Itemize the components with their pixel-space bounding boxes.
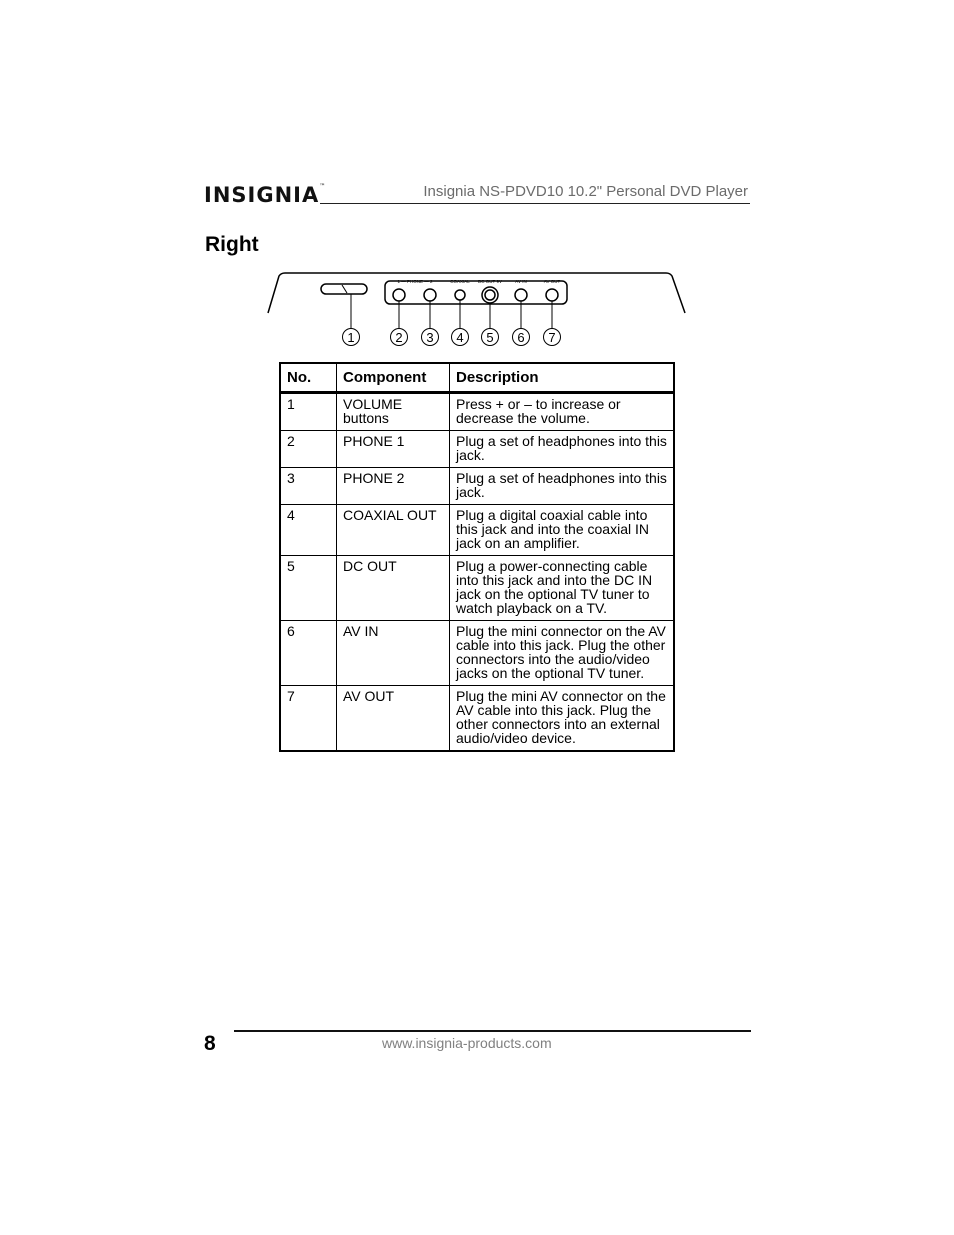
jack-label-dc-out: DC OUT 9V bbox=[478, 279, 502, 284]
jack-coaxial-out bbox=[455, 290, 465, 300]
jack-label-av-in: AV IN bbox=[515, 279, 527, 284]
jack-label-phone: 1 — PHONE — 2 bbox=[397, 279, 433, 284]
footer-url[interactable]: www.insignia-products.com bbox=[382, 1035, 552, 1051]
table-row bbox=[280, 621, 674, 686]
callout-5: 5 bbox=[486, 330, 494, 345]
callout-6: 6 bbox=[517, 330, 525, 345]
cell-component: PHONE 1 bbox=[337, 431, 450, 468]
callout-4: 4 bbox=[456, 330, 464, 345]
volume-rocker-divider bbox=[342, 285, 347, 293]
header-component: Component bbox=[337, 363, 450, 393]
table-row bbox=[280, 431, 674, 468]
table-row bbox=[280, 468, 674, 505]
section-heading: Right bbox=[205, 233, 259, 256]
right-side-panel-diagram bbox=[262, 265, 692, 355]
table-row bbox=[280, 556, 674, 621]
cell-description: Plug a set of headphones into this jack. bbox=[450, 468, 675, 505]
cell-no: 2 bbox=[280, 431, 337, 468]
callout-7: 7 bbox=[548, 330, 556, 345]
cell-component: DC OUT bbox=[337, 556, 450, 621]
cell-description: Plug a digital coaxial cable into this jack and into the coaxial IN jack on an amplifier. bbox=[450, 505, 675, 556]
cell-no: 6 bbox=[280, 621, 337, 686]
header-no: No. bbox=[280, 363, 337, 393]
page-number: 8 bbox=[204, 1032, 216, 1055]
callout-2: 2 bbox=[395, 330, 403, 345]
cell-component: VOLUME buttons bbox=[337, 393, 450, 431]
jack-label-coaxial: COAXIAL bbox=[450, 279, 470, 284]
cell-no: 3 bbox=[280, 468, 337, 505]
cell-description: Plug a power-connecting cable into this jack and into the DC IN jack on the optional TV tuner to watch playback on a TV. bbox=[450, 556, 675, 621]
cell-component: COAXIAL OUT bbox=[337, 505, 450, 556]
jack-phone-1 bbox=[393, 289, 405, 301]
leader-lines bbox=[351, 294, 552, 329]
jack-label-av-out: AV OUT bbox=[543, 279, 561, 284]
jack-dc-out-inner bbox=[485, 290, 495, 300]
jack-panel bbox=[385, 281, 567, 304]
table-row bbox=[280, 505, 674, 556]
table-row bbox=[280, 686, 674, 752]
cell-no: 1 bbox=[280, 393, 337, 431]
table-row bbox=[280, 393, 674, 431]
table-header-row bbox=[280, 363, 674, 393]
jack-phone-2 bbox=[424, 289, 436, 301]
cell-description: Plug the mini connector on the AV cable into this jack. Plug the other connectors into the audio/video jacks on the optional TV tuner. bbox=[450, 621, 675, 686]
insignia-logo bbox=[204, 183, 326, 207]
cell-component: AV IN bbox=[337, 621, 450, 686]
trademark-symbol: ™ bbox=[319, 183, 327, 190]
device-body-outline bbox=[268, 273, 685, 313]
header-description: Description bbox=[450, 363, 675, 393]
cell-no: 7 bbox=[280, 686, 337, 752]
jack-av-in bbox=[515, 289, 527, 301]
footer-divider bbox=[234, 1030, 751, 1032]
cell-no: 5 bbox=[280, 556, 337, 621]
cell-component: AV OUT bbox=[337, 686, 450, 752]
callout-3: 3 bbox=[426, 330, 434, 345]
component-table bbox=[279, 362, 675, 752]
header-divider bbox=[320, 203, 750, 204]
document-title: Insignia NS-PDVD10 10.2" Personal DVD Player bbox=[423, 183, 748, 200]
callout-1: 1 bbox=[347, 330, 355, 345]
logo-text: INSIGNIA bbox=[204, 183, 320, 207]
cell-description: Plug a set of headphones into this jack. bbox=[450, 431, 675, 468]
cell-description: Press + or – to increase or decrease the volume. bbox=[456, 396, 621, 426]
jack-av-out bbox=[546, 289, 558, 301]
cell-description: Plug the mini AV connector on the AV cable into this jack. Plug the other connectors into an external audio/video device. bbox=[450, 686, 675, 752]
cell-no: 4 bbox=[280, 505, 337, 556]
cell-component: PHONE 2 bbox=[337, 468, 450, 505]
